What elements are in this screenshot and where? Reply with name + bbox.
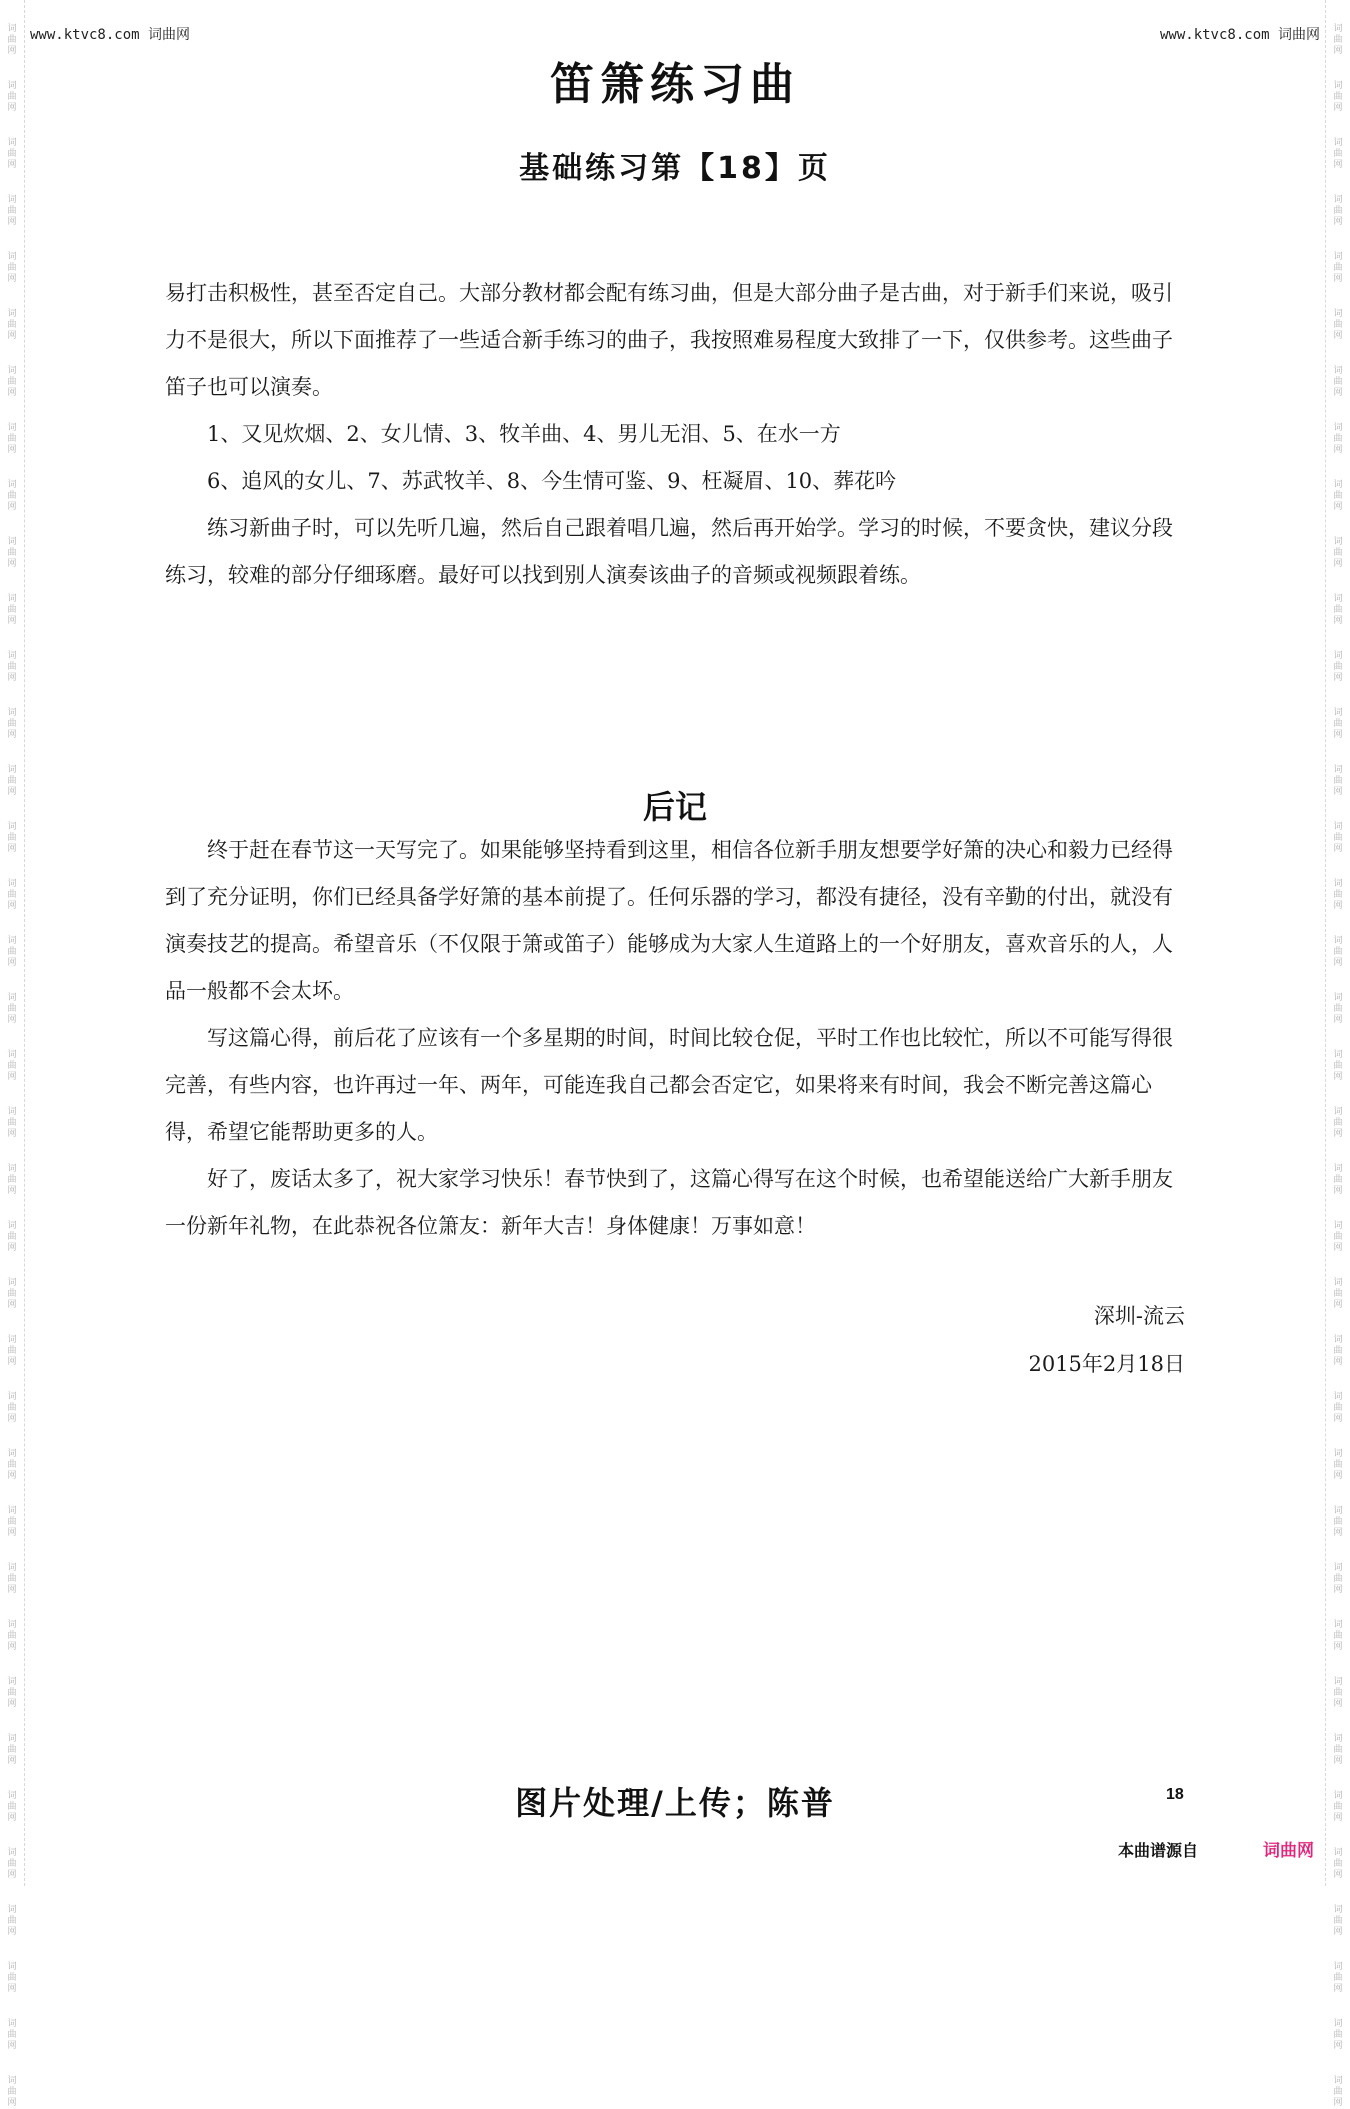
side-watermark: 词曲网 bbox=[7, 708, 17, 740]
afterword-paragraph: 终于赶在春节这一天写完了。如果能够坚持看到这里，相信各位新手朋友想要学好箫的决心和毅力已经得到了充分证明，你们已经具备学好箫的基本前提了。任何乐器的学习，都没有捷径，没有辛勤的付出，就没有演奏技艺的提高。希望音乐（不仅限于箫或笛子）能够成为大家人生道路上的一个好朋友，喜欢音乐的人，人品一般都不会太坏。 bbox=[165, 838, 1173, 1003]
side-watermark: 词曲网 bbox=[1333, 2019, 1343, 2051]
side-watermark: 词曲网 bbox=[1333, 708, 1343, 740]
header-site-url-right: www.ktvc8.com 词曲网 bbox=[1159, 27, 1320, 43]
side-watermark: 词曲网 bbox=[1333, 1791, 1343, 1823]
side-watermark: 词曲网 bbox=[7, 1221, 17, 1253]
side-watermark: 词曲网 bbox=[1333, 1734, 1343, 1766]
side-watermark: 词曲网 bbox=[7, 822, 17, 854]
side-watermark: 词曲网 bbox=[1333, 1050, 1343, 1082]
side-watermark: 词曲网 bbox=[7, 594, 17, 626]
side-watermark: 词曲网 bbox=[1333, 423, 1343, 455]
upload-credit: 图片处理/上传；陈普 bbox=[515, 1784, 835, 1822]
side-watermark: 词曲网 bbox=[7, 1506, 17, 1538]
document-title: 笛箫练习曲 bbox=[550, 59, 800, 110]
side-watermark: 词曲网 bbox=[1333, 993, 1343, 1025]
side-watermark: 词曲网 bbox=[1333, 765, 1343, 797]
author-signature: 深圳-流云 bbox=[1093, 1304, 1185, 1328]
side-watermark: 词曲网 bbox=[1333, 1620, 1343, 1652]
side-watermark: 词曲网 bbox=[7, 138, 17, 170]
source-site-link[interactable]: 词曲网 bbox=[1263, 1841, 1314, 1861]
side-watermark: 词曲网 bbox=[1333, 480, 1343, 512]
side-watermark: 词曲网 bbox=[1333, 252, 1343, 284]
side-watermark: 词曲网 bbox=[7, 1050, 17, 1082]
side-watermark: 词曲网 bbox=[7, 1392, 17, 1424]
side-watermark: 词曲网 bbox=[1333, 822, 1343, 854]
side-watermark: 词曲网 bbox=[7, 1563, 17, 1595]
side-watermark: 词曲网 bbox=[1333, 81, 1343, 113]
intro-paragraph: 易打击积极性，甚至否定自己。大部分教材都会配有练习曲，但是大部分曲子是古曲，对于新手们来说，吸引力不是很大，所以下面推荐了一些适合新手练习的曲子，我按照难易程度大致排了一下，仅供参考。这些曲子笛子也可以演奏。 bbox=[165, 281, 1173, 399]
header-site-url-left: www.ktvc8.com 词曲网 bbox=[30, 27, 191, 43]
source-label: 本曲谱源自 bbox=[1118, 1841, 1199, 1860]
side-watermark: 词曲网 bbox=[7, 1734, 17, 1766]
side-watermark: 词曲网 bbox=[7, 1335, 17, 1367]
side-watermark: 词曲网 bbox=[1333, 1506, 1343, 1538]
side-watermark: 词曲网 bbox=[1333, 195, 1343, 227]
left-watermark-strip bbox=[0, 0, 25, 2108]
side-watermark: 词曲网 bbox=[1333, 1677, 1343, 1709]
right-watermark-strip bbox=[1325, 0, 1350, 2108]
side-watermark: 词曲网 bbox=[7, 480, 17, 512]
side-watermark: 词曲网 bbox=[7, 879, 17, 911]
page-number: 18 bbox=[1166, 1786, 1184, 1803]
side-watermark: 词曲网 bbox=[7, 2076, 17, 2108]
afterword-section bbox=[165, 827, 1175, 1250]
side-watermark: 词曲网 bbox=[1333, 1563, 1343, 1595]
side-watermark: 词曲网 bbox=[1333, 1221, 1343, 1253]
side-watermark: 词曲网 bbox=[7, 1278, 17, 1310]
side-watermark: 词曲网 bbox=[1333, 651, 1343, 683]
side-watermark: 词曲网 bbox=[1333, 309, 1343, 341]
side-watermark: 词曲网 bbox=[7, 537, 17, 569]
intro-section bbox=[165, 270, 1175, 599]
afterword-title: 后记 bbox=[642, 788, 707, 826]
side-watermark: 词曲网 bbox=[1333, 1848, 1343, 1880]
side-watermark: 词曲网 bbox=[1333, 138, 1343, 170]
side-watermark: 词曲网 bbox=[1333, 366, 1343, 398]
side-watermark: 词曲网 bbox=[1333, 2076, 1343, 2108]
side-watermark: 词曲网 bbox=[1333, 594, 1343, 626]
side-watermark: 词曲网 bbox=[7, 1620, 17, 1652]
side-watermark: 词曲网 bbox=[7, 1677, 17, 1709]
side-watermark: 词曲网 bbox=[1333, 1164, 1343, 1196]
document-subtitle: 基础练习第【18】页 bbox=[519, 151, 831, 186]
side-watermark: 词曲网 bbox=[7, 252, 17, 284]
side-watermark: 词曲网 bbox=[7, 936, 17, 968]
side-watermark: 词曲网 bbox=[7, 1791, 17, 1823]
song-list-line: 6、追风的女儿、7、苏武牧羊、8、今生情可鉴、9、枉凝眉、10、葬花吟 bbox=[207, 469, 897, 493]
side-watermark: 词曲网 bbox=[7, 1905, 17, 1937]
side-watermark: 词曲网 bbox=[7, 1449, 17, 1481]
song-list-line: 1、又见炊烟、2、女儿情、3、牧羊曲、4、男儿无泪、5、在水一方 bbox=[207, 422, 841, 446]
signature-date: 2015年2月18日 bbox=[1028, 1352, 1185, 1376]
side-watermark: 词曲网 bbox=[1333, 1335, 1343, 1367]
side-watermark: 词曲网 bbox=[1333, 537, 1343, 569]
side-watermark: 词曲网 bbox=[7, 651, 17, 683]
side-watermark: 词曲网 bbox=[7, 993, 17, 1025]
side-watermark: 词曲网 bbox=[1333, 1278, 1343, 1310]
side-watermark: 词曲网 bbox=[1333, 1107, 1343, 1139]
side-watermark: 词曲网 bbox=[7, 1164, 17, 1196]
practice-tips-paragraph: 练习新曲子时，可以先听几遍，然后自己跟着唱几遍，然后再开始学。学习的时候，不要贪快，建议分段练习，较难的部分仔细琢磨。最好可以找到别人演奏该曲子的音频或视频跟着练。 bbox=[165, 516, 1173, 587]
side-watermark: 词曲网 bbox=[1333, 1449, 1343, 1481]
side-watermark: 词曲网 bbox=[7, 2019, 17, 2051]
side-watermark: 词曲网 bbox=[1333, 24, 1343, 56]
side-watermark: 词曲网 bbox=[7, 366, 17, 398]
side-watermark: 词曲网 bbox=[7, 309, 17, 341]
side-watermark: 词曲网 bbox=[1333, 879, 1343, 911]
side-watermark: 词曲网 bbox=[7, 1848, 17, 1880]
side-watermark: 词曲网 bbox=[7, 24, 17, 56]
side-watermark: 词曲网 bbox=[1333, 936, 1343, 968]
side-watermark: 词曲网 bbox=[7, 765, 17, 797]
side-watermark: 词曲网 bbox=[1333, 1905, 1343, 1937]
side-watermark: 词曲网 bbox=[7, 1107, 17, 1139]
side-watermark: 词曲网 bbox=[7, 195, 17, 227]
afterword-paragraph: 写这篇心得，前后花了应该有一个多星期的时间，时间比较仓促，平时工作也比较忙，所以不可能写得很完善，有些内容，也许再过一年、两年，可能连我自己都会否定它，如果将来有时间，我会不断完善这篇心得，希望它能帮助更多的人。 bbox=[165, 1026, 1173, 1144]
side-watermark: 词曲网 bbox=[7, 423, 17, 455]
side-watermark: 词曲网 bbox=[7, 81, 17, 113]
side-watermark: 词曲网 bbox=[1333, 1962, 1343, 1994]
side-watermark: 词曲网 bbox=[7, 1962, 17, 1994]
side-watermark: 词曲网 bbox=[1333, 1392, 1343, 1424]
afterword-paragraph: 好了，废话太多了，祝大家学习快乐！春节快到了，这篇心得写在这个时候，也希望能送给广大新手朋友一份新年礼物，在此恭祝各位箫友：新年大吉！身体健康！万事如意！ bbox=[165, 1167, 1173, 1238]
